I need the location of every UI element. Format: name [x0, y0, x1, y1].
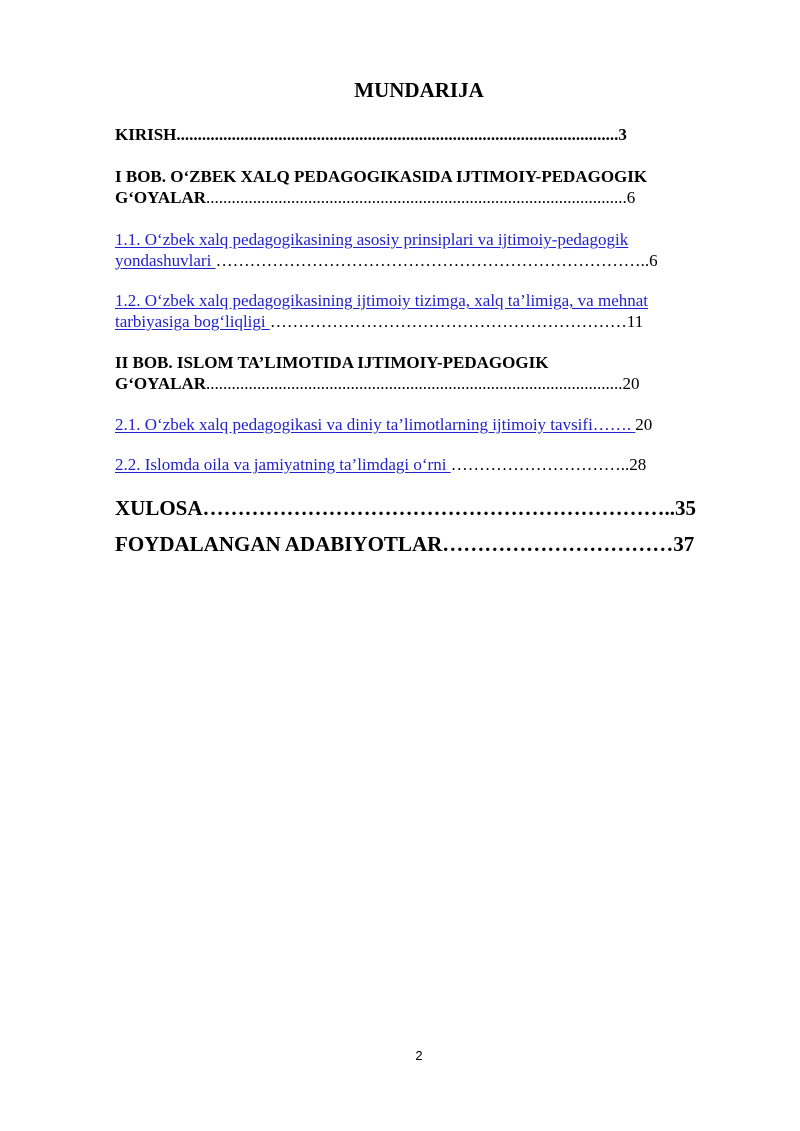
entry-leader: …………………………..: [450, 455, 630, 474]
entry-text: FOYDALANGAN ADABIYOTLAR: [115, 532, 443, 556]
toc-title: MUNDARIJA: [354, 78, 484, 102]
toc-entry-kirish[interactable]: [115, 124, 715, 145]
entry-page: 11: [626, 312, 644, 331]
toc-entry-1-2[interactable]: [115, 290, 715, 332]
entry-text: KIRISH: [115, 125, 177, 144]
toc-entry-bob1[interactable]: [115, 166, 715, 208]
toc-entry-foydalangan[interactable]: [115, 531, 715, 557]
entry-leader: …………………………………………………………………..: [215, 251, 650, 270]
toc-entry-2-1[interactable]: [115, 414, 715, 435]
entry-link-line2[interactable]: yondashuvlari: [115, 251, 216, 270]
entry-page: 6: [626, 188, 636, 207]
toc-entry-2-2[interactable]: [115, 454, 715, 475]
toc-entry-xulosa[interactable]: [115, 495, 715, 521]
entry-leader: …………………………………………………………..: [202, 496, 676, 520]
entry-leader: ..................................................................................................: [206, 374, 623, 393]
entry-text-line1: II BOB. ISLOM TA’LIMOTIDA IJTIMOIY-PEDAGOGIK: [115, 353, 549, 372]
entry-text: XULOSA: [115, 496, 203, 520]
entry-page: 35: [675, 496, 697, 520]
toc-entry-bob2[interactable]: [115, 352, 715, 394]
entry-page: 6: [649, 251, 658, 270]
entry-leader: ……………………………: [442, 532, 674, 556]
entry-link-line2[interactable]: tarbiyasiga bog‘liqligi: [115, 312, 270, 331]
toc-entry-1-1[interactable]: [115, 229, 715, 271]
entry-text-line2: G‘OYALAR: [115, 374, 206, 393]
entry-page: 20: [635, 415, 653, 434]
entry-leader: ........................................................................................................: [176, 125, 619, 144]
entry-text-line2: G‘OYALAR: [115, 188, 206, 207]
entry-link-line1[interactable]: 1.1. O‘zbek xalq pedagogikasining asosiy prinsiplari va ijtimoiy-pedagogik: [115, 230, 629, 249]
entry-page: 28: [629, 455, 647, 474]
entry-page: 3: [618, 125, 627, 144]
entry-link[interactable]: 2.2. Islomda oila va jamiyatning ta’limdagi o‘rni: [115, 455, 451, 474]
entry-leader: ...................................................................................................: [206, 188, 627, 207]
entry-link-line1[interactable]: 1.2. O‘zbek xalq pedagogikasining ijtimoiy tizimga, xalq ta’limiga, va mehnat: [115, 291, 649, 310]
entry-page: 20: [622, 374, 640, 393]
page-number: 2: [415, 1048, 423, 1063]
entry-link[interactable]: 2.1. O‘zbek xalq pedagogikasi va diniy ta’limotlarning ijtimoiy tavsifi…….: [115, 415, 636, 434]
entry-text-line1: I BOB. O‘ZBEK XALQ PEDAGOGIKASIDA IJTIMOIY-PEDAGOGIK: [115, 167, 648, 186]
entry-page: 37: [673, 532, 695, 556]
entry-leader: ………………………………………………………: [269, 312, 627, 331]
